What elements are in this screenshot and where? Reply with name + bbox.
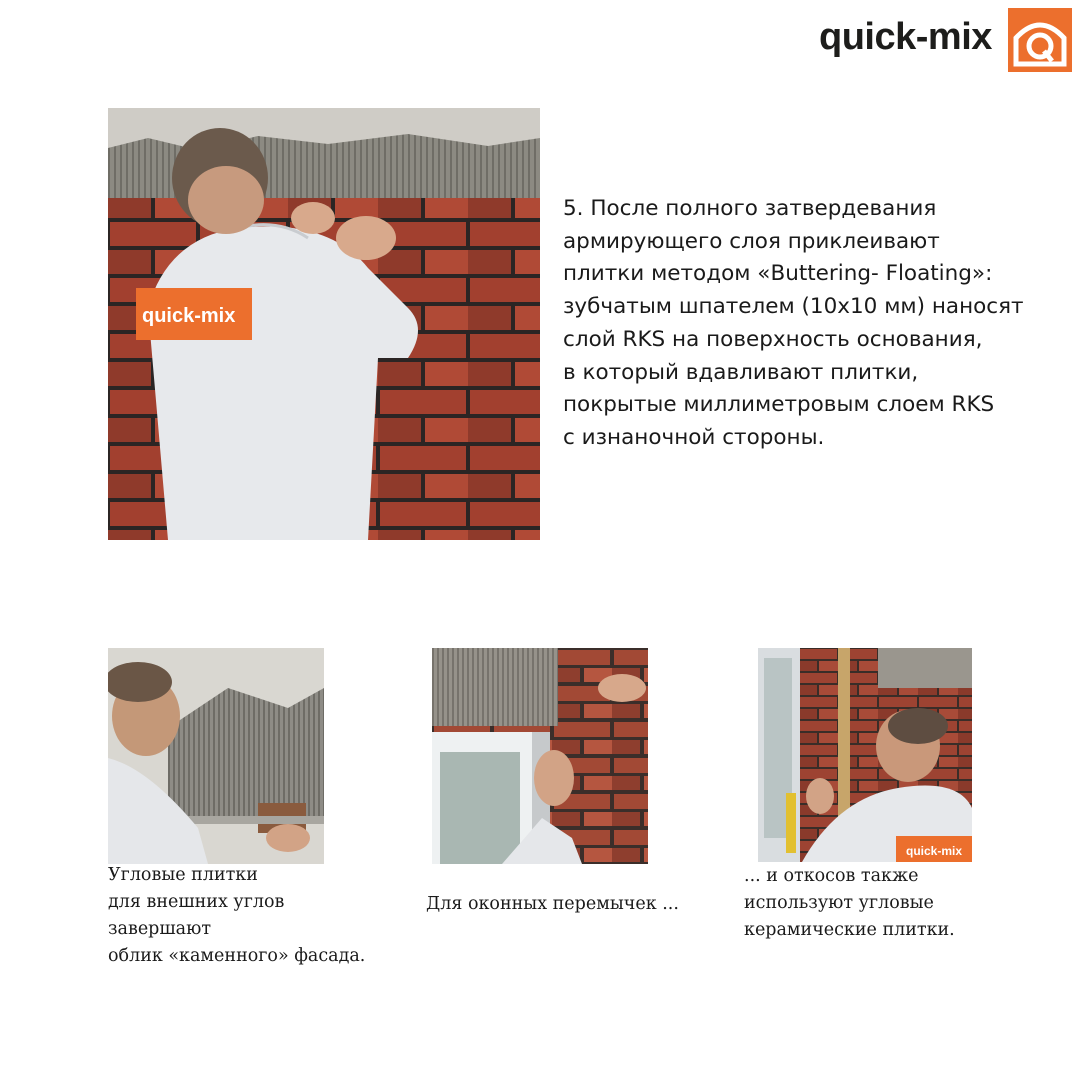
caption-line: используют угловые	[744, 893, 934, 913]
step-line: плитки методом «Buttering- Floating»:	[563, 261, 993, 287]
step-line: зубчатым шпателем (10х10 мм) наносят	[563, 294, 1024, 320]
jacket-logo-text: quick-mix	[142, 305, 236, 327]
jacket-logo-text: quick-mix	[906, 844, 963, 858]
caption-line: ... и откосов также	[744, 866, 919, 886]
step-line: слой RKS на поверхность основания,	[563, 326, 983, 352]
caption-window-reveal	[744, 863, 955, 944]
photo-window-reveal	[758, 648, 972, 862]
caption-window-lintel	[426, 891, 679, 918]
brand-logo	[815, 6, 1075, 70]
main-photo-worker-laying-bricks	[108, 108, 540, 540]
caption-line: завершают	[108, 919, 212, 939]
logo-house-icon	[1008, 8, 1072, 72]
step-line: покрытые миллиметровым слоем RKS	[563, 392, 995, 418]
caption-line: Угловые плитки	[108, 865, 258, 885]
caption-line: облик «каменного» фасада.	[108, 946, 366, 966]
step-line: 5. После полного затвердевания	[563, 196, 937, 221]
caption-corner-tiles	[108, 862, 365, 970]
caption-line: Для оконных перемычек ...	[426, 894, 679, 914]
caption-line: керамические плитки.	[744, 920, 955, 940]
step-line: армирующего слоя приклеивают	[563, 228, 940, 254]
photo-window-lintel	[432, 648, 648, 864]
step-line: в который вдавливают плитки,	[563, 359, 919, 385]
caption-line: для внешних углов	[108, 892, 285, 912]
logo-wordmark: quick-mix	[819, 16, 992, 58]
step-5-description	[563, 193, 1063, 455]
step-line: с изнаночной стороны.	[563, 424, 825, 450]
photo-corner-tiles	[108, 648, 324, 864]
